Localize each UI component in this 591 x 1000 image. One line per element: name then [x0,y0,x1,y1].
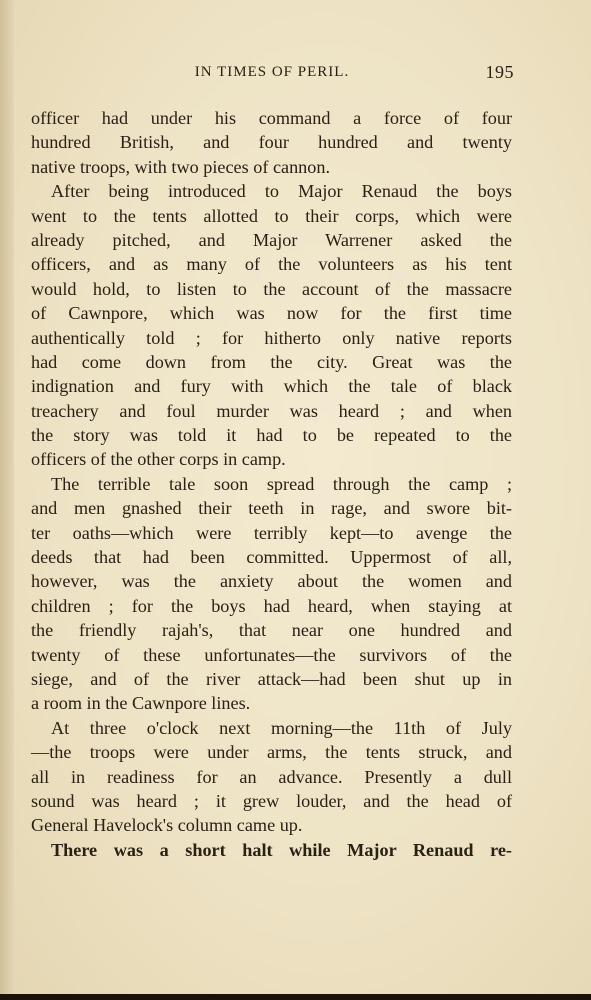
text-line: the friendly rajah's, that near one hundred and [31,620,512,641]
text-line: would hold, to listen to the account of the massacre [31,278,512,299]
body-text [31,106,512,862]
text-line: General Havelock's column came up. [31,815,303,836]
scan-bottom-edge [0,994,591,1000]
text-line: officer had under his command a force of four [31,108,512,128]
text-line: There was a short halt while Major Renaud re- [51,839,512,860]
page-gutter-edge [0,0,14,1000]
text-line: however, was the anxiety about the women and [31,571,512,592]
text-line: ter oaths—which were terribly kept—to avenge the [31,522,512,543]
text-line: The terrible tale soon spread through the camp ; [51,473,512,494]
text-line: went to the tents allotted to their corps, which were [31,205,512,226]
text-line: officers, and as many of the volunteers as his tent [31,254,512,275]
text-line: indignation and fury with which the tale of black [31,376,512,397]
page-number: 195 [485,62,514,82]
text-line: native troops, with two pieces of cannon. [31,156,331,177]
text-line: of Cawnpore, which was now for the first time [31,303,512,324]
text-line: sound was heard ; it grew louder, and the head of [31,790,512,811]
text-line: treachery and foul murder was heard ; and when [31,400,512,421]
text-line: authentically told ; for hitherto only native reports [31,327,512,348]
text-line: all in readiness for an advance. Presently a dull [31,766,512,787]
text-line: twenty of these unfortunates—the survivors of the [31,644,512,665]
text-line: and men gnashed their teeth in rage, and swore bit- [31,498,512,519]
text-line: deeds that had been committed. Uppermost of all, [31,547,512,568]
text-line: hundred British, and four hundred and twenty [31,132,512,153]
text-line: the story was told it had to be repeated to the [31,425,512,446]
text-line: a room in the Cawnpore lines. [31,693,251,714]
text-line: already pitched, and Major Warrener asked the [31,229,512,250]
text-line: had come down from the city. Great was the [31,351,512,372]
running-title: IN TIMES OF PERIL. [194,64,350,80]
text-line: —the troops were under arms, the tents struck, and [31,742,512,763]
text-line: children ; for the boys had heard, when staying at [31,595,512,616]
text-line: At three o'clock next morning—the 11th of July [51,717,512,738]
text-line: officers of the other corps in camp. [31,449,286,470]
text-line: After being introduced to Major Renaud the boys [51,181,512,202]
text-line: siege, and of the river attack—had been shut up in [31,668,512,689]
running-header [30,62,514,82]
